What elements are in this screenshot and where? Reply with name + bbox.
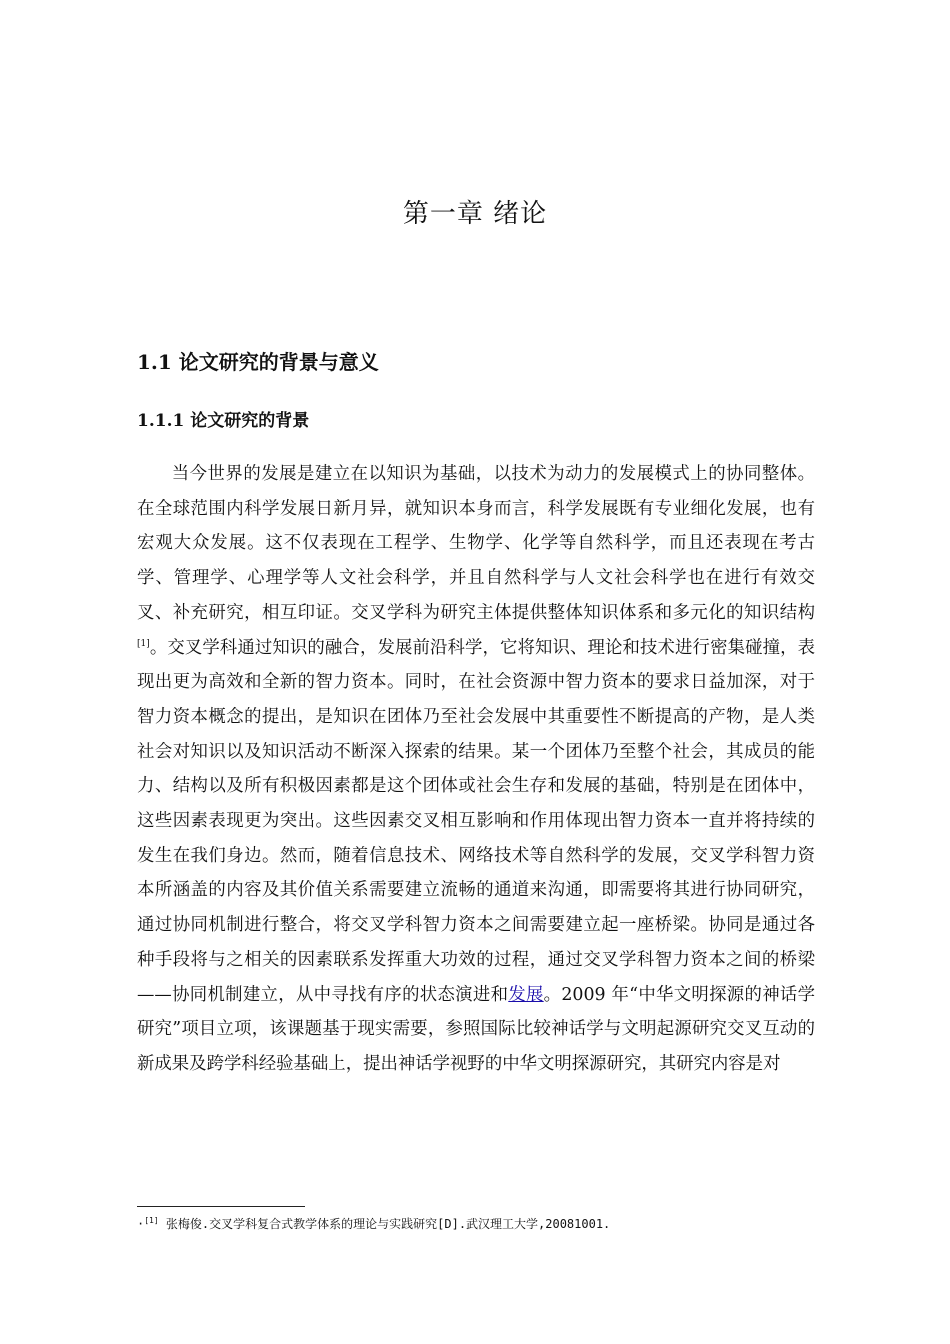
body-paragraph — [137, 457, 815, 1082]
footnote — [137, 1213, 610, 1232]
paragraph-text-part1: 当今世界的发展是建立在以知识为基础，以技术为动力的发展模式上的协同整体。在全球范围内科学发展日新月异，就知识本身而言，科学发展既有专业细化发展，也有宏观大众发展。这不仅表现在工程学、生物学、化学等自然科学，而且还表现在考古学、管理学、心理学等人文社会科学，并且自然科学与人文社会科学也在进行有效交叉、补充研究，相互印证。交叉学科为研究主体提供整体知识体系和多元化的知识结构 — [137, 464, 815, 623]
subsection-heading: 1.1.1 论文研究的背景 — [137, 411, 310, 431]
footnote-bullet: · — [137, 1217, 145, 1231]
footnote-separator — [137, 1206, 305, 1207]
footnote-text: 张梅俊.交叉学科复合式教学体系的理论与实践研究[D].武汉理工大学,20081001. — [158, 1217, 611, 1231]
section-heading: 1.1 论文研究的背景与意义 — [137, 350, 379, 374]
development-link[interactable]: 发展 — [508, 984, 544, 1005]
chapter-title: 第一章 绪论 — [402, 199, 548, 229]
paragraph-text-part3: 。2009 年“中华文明探源的神话学研究”项目立项，该课题基于现实需要，参照国际比较神话学与文明起源研究交叉互动的新成果及跨学科经验基础上，提出神话学视野的中华文明探源研究，其研究内容是对 — [137, 984, 815, 1074]
footnote-number: [1] — [144, 1216, 159, 1225]
paragraph-text-part2: 。交叉学科通过知识的融合，发展前沿科学，它将知识、理论和技术进行密集碰撞，表现出更为高效和全新的智力资本。同时，在社会资源中智力资本的要求日益加深，对于智力资本概念的提出，是知识在团体乃至社会发展中其重要性不断提高的产物，是人类社会对知识以及知识活动不断深入探索的结果。某一个团体乃至整个社会，其成员的能力、结构以及所有积极因素都是这个团体或社会生存和发展的基础，特别是在团体中，这些因素表现更为突出。这些因素交叉相互影响和作用体现出智力资本一直并将持续的发生在我们身边。然而，随着信息技术、网络技术等自然科学的发展，交叉学科智力资本所涵盖的内容及其价值关系需要建立流畅的通道来沟通，即需要将其进行协同研究，通过协同机制进行整合，将交叉学科智力资本之间需要建立起一座桥梁。协同是通过各种手段将与之相关的因素联系发挥重大功效的过程，通过交叉学科智力资本之间的桥梁——协同机制建立，从中寻找有序的状态演进和 — [137, 637, 815, 1005]
citation-marker[interactable]: [1] — [137, 638, 150, 649]
